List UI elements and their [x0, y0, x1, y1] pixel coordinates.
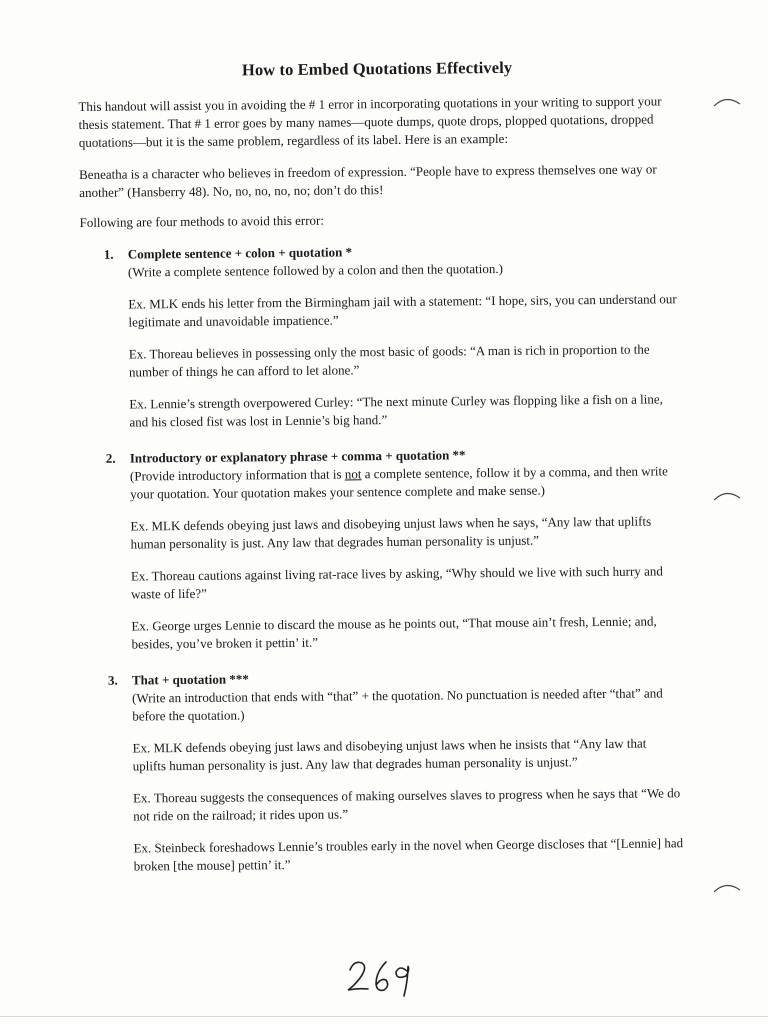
underlined-word: not	[344, 466, 362, 482]
method-description-part: a complete sentence, follow it by a comma, and then write your quotation. Your quotation makes your sentence complete and make sense.)	[130, 463, 668, 502]
intro-paragraph: This handout will assist you in avoiding the # 1 error in incorporating quotations in your writing to support your thesis statement. That # 1 error goes by many names—quote dumps, quote drops, plopped quotations, dropped quotations—but it is the same problem, regardless of its label. Here is an example:	[78, 93, 662, 150]
method-2	[82, 444, 682, 654]
method-number: 2.	[105, 450, 116, 466]
method-example: Ex. MLK defends obeying just laws and disobeying unjust laws when he says, “Any law that uplifts human personality is just. Any law that degrades human personality is unjust.”	[130, 513, 652, 552]
bad-example-paragraph: Beneatha is a character who believes in freedom of expression. “People have to express themselves one way or another” (Hansberry 48). No, no, no, no, no; don’t do this!	[79, 161, 657, 200]
method-1	[80, 240, 680, 432]
method-description	[130, 462, 680, 503]
method-example: Ex. George urges Lennie to discard the mouse as he points out, “That mouse ain’t fresh, Lennie; and, besides, you’ve broken it pettin’ it.”	[131, 613, 657, 652]
methods-intro: Following are four methods to avoid this error:	[79, 212, 325, 230]
method-description-part: (Provide introductory information that is	[129, 466, 345, 484]
page-title: How to Embed Quotations Effectively	[241, 57, 513, 80]
method-number: 3.	[107, 672, 118, 688]
method-example: Ex. Thoreau believes in possessing only the most basic of goods: “A man is rich in proportion to the number of things he can afford to let alone.”	[128, 341, 650, 380]
handwritten-page-number	[344, 956, 424, 998]
method-example: Ex. Lennie’s strength overpowered Curley: “The next minute Curley was flopping like a fish on a line, and his closed fist was lost in Lennie’s big hand.”	[129, 391, 663, 430]
method-example: Ex. MLK defends obeying just laws and disobeying unjust laws when he insists that “Any law that uplifts human personality is just. Any law that degrades human personality is unjust.”	[132, 735, 647, 774]
method-example: Ex. MLK ends his letter from the Birmingham jail with a statement: “I hope, sirs, you can understand our legitimate and unavoidable impatience.”	[128, 291, 677, 330]
binder-hole-mark	[712, 880, 742, 894]
handout-body	[78, 56, 684, 894]
method-heading: Introductory or explanatory phrase + comma + quotation **	[129, 447, 466, 466]
scan-edge-line	[0, 1016, 768, 1017]
method-3	[84, 666, 684, 876]
method-heading: Complete sentence + colon + quotation *	[127, 244, 353, 262]
method-example: Ex. Thoreau cautions against living rat-race lives by asking, “Why should we live with such hurry and waste of life?”	[130, 563, 663, 602]
method-example: Ex. Steinbeck foreshadows Lennie’s troubles early in the novel when George discloses that “[Lennie] had broken [the mouse] pettin’ it.”	[133, 835, 684, 874]
method-heading: That + quotation ***	[131, 671, 249, 688]
method-number: 1.	[103, 246, 114, 262]
method-description: (Write a complete sentence followed by a colon and then the quotation.)	[127, 260, 503, 280]
method-example: Ex. Thoreau suggests the consequences of making ourselves slaves to progress when he says that “We do not ride on the railroad; it rides upon us.”	[132, 785, 681, 824]
binder-hole-mark	[712, 488, 742, 502]
method-description: (Write an introduction that ends with “that” + the quotation. No punctuation is needed after “that” and before the quotation.)	[132, 685, 663, 724]
binder-hole-mark	[712, 94, 742, 108]
